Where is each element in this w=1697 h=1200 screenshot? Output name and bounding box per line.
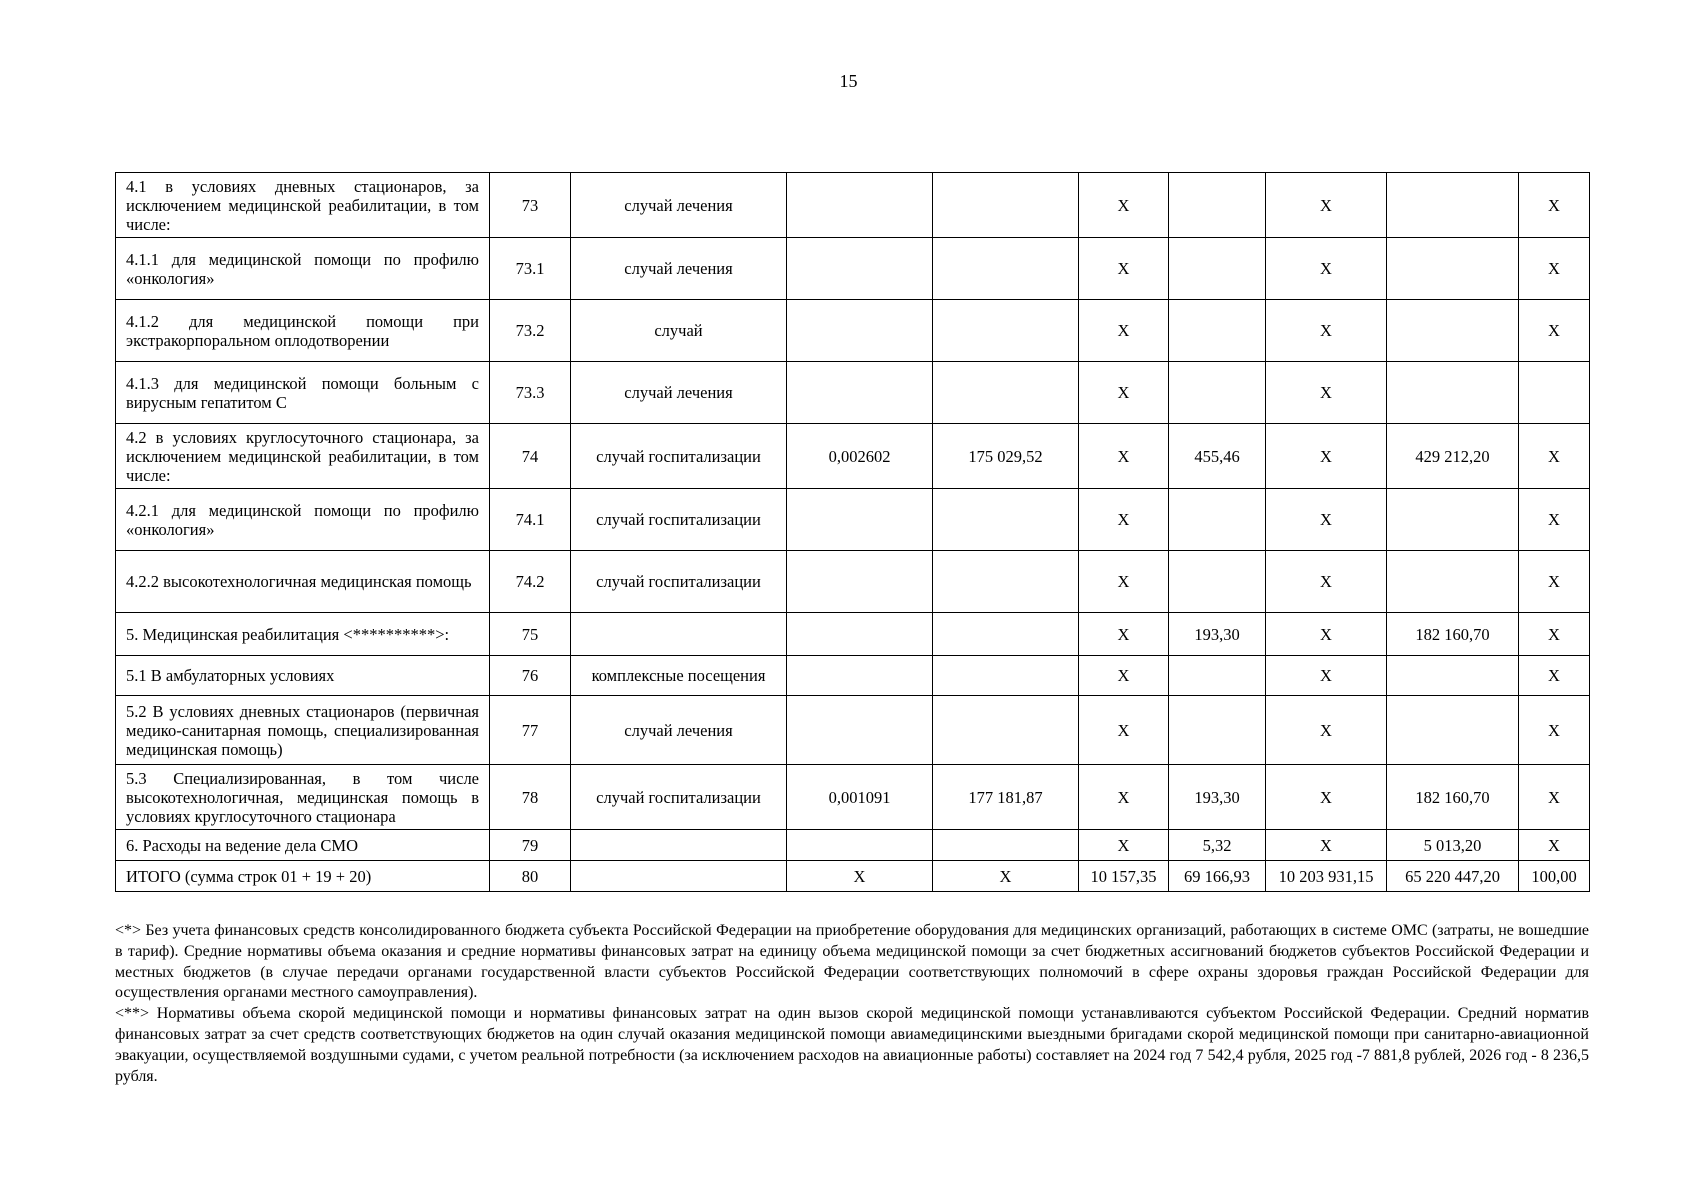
row-col4-cell: 0,001091 [787, 765, 933, 830]
row-unit-cell: случай лечения [571, 696, 787, 765]
row-col8-cell: X [1266, 765, 1387, 830]
row-col10-cell: X [1519, 173, 1590, 238]
row-col9-cell: 429 212,20 [1387, 424, 1519, 489]
table-row [116, 173, 1590, 238]
row-col9-cell: 5 013,20 [1387, 830, 1519, 861]
row-name-cell: 5.3 Специализированная, в том числе высокотехнологичная, медицинская помощь в условиях круглосуточного стационара [116, 765, 490, 830]
row-col8-cell: X [1266, 424, 1387, 489]
row-col10-cell: X [1519, 830, 1590, 861]
row-col6-cell: X [1079, 300, 1169, 362]
row-col10-cell: X [1519, 489, 1590, 551]
row-col5-cell [933, 489, 1079, 551]
row-code-cell: 78 [490, 765, 571, 830]
row-col7-cell [1169, 489, 1266, 551]
row-unit-cell [571, 830, 787, 861]
row-code-cell: 73.2 [490, 300, 571, 362]
row-name-cell: 4.1.1 для медицинской помощи по профилю «онкология» [116, 238, 490, 300]
row-col4-cell [787, 696, 933, 765]
row-col5-cell [933, 656, 1079, 696]
row-col9-cell [1387, 656, 1519, 696]
footnotes [115, 921, 1589, 1087]
row-col7-cell: 193,30 [1169, 613, 1266, 656]
row-col5-cell [933, 696, 1079, 765]
row-name-cell: 4.1 в условиях дневных стационаров, за исключением медицинской реабилитации, в том числе: [116, 173, 490, 238]
row-col9-cell [1387, 300, 1519, 362]
row-col9-cell: 182 160,70 [1387, 765, 1519, 830]
row-code-cell: 73 [490, 173, 571, 238]
row-code-cell: 77 [490, 696, 571, 765]
row-col8-cell: X [1266, 362, 1387, 424]
row-code-cell: 74.2 [490, 551, 571, 613]
row-code-cell: 73.3 [490, 362, 571, 424]
table-row [116, 613, 1590, 656]
row-code-cell: 75 [490, 613, 571, 656]
row-col5-cell [933, 551, 1079, 613]
row-col9-cell: 182 160,70 [1387, 613, 1519, 656]
row-col6-cell: X [1079, 424, 1169, 489]
row-col4-cell [787, 300, 933, 362]
table-row [116, 696, 1590, 765]
row-col10-cell: X [1519, 424, 1590, 489]
row-col4-cell [787, 830, 933, 861]
row-col5-cell: X [933, 861, 1079, 892]
row-code-cell: 80 [490, 861, 571, 892]
row-col7-cell [1169, 551, 1266, 613]
row-col5-cell [933, 300, 1079, 362]
table-row [116, 424, 1590, 489]
row-col5-cell: 175 029,52 [933, 424, 1079, 489]
row-col8-cell: X [1266, 696, 1387, 765]
row-col5-cell [933, 238, 1079, 300]
row-col6-cell: X [1079, 613, 1169, 656]
table-row [116, 362, 1590, 424]
row-col4-cell [787, 362, 933, 424]
table-row [116, 861, 1590, 892]
row-col9-cell [1387, 696, 1519, 765]
row-col4-cell: X [787, 861, 933, 892]
footnote-1: <*> Без учета финансовых средств консолидированного бюджета субъекта Российской Федерации на приобретение оборудования для медицинских организаций, работающих в системе ОМС (затраты, не вошедшие в тариф). Средние нормативы объема оказания и средние нормативы финансовых затрат на единицу объема медицинской помощи за счет бюджетных ассигнований бюджетов субъектов Российской Федерации и местных бюджетов (в случае передачи органами государственной власти субъектов Российской Федерации соответствующих полномочий в сфере охраны здоровья граждан Российской Федерации для осуществления органами местного самоуправления). [115, 922, 1589, 1002]
row-col7-cell [1169, 696, 1266, 765]
row-col7-cell: 69 166,93 [1169, 861, 1266, 892]
table-row [116, 765, 1590, 830]
table-row [116, 489, 1590, 551]
row-col9-cell [1387, 551, 1519, 613]
row-code-cell: 74 [490, 424, 571, 489]
row-col4-cell [787, 238, 933, 300]
row-name-cell: 5. Медицинская реабилитация <**********>: [116, 613, 490, 656]
table-body [116, 173, 1590, 892]
row-unit-cell: случай лечения [571, 238, 787, 300]
row-col9-cell [1387, 362, 1519, 424]
table-row [116, 238, 1590, 300]
row-name-cell: 4.1.2 для медицинской помощи при экстракорпоральном оплодотворении [116, 300, 490, 362]
row-col8-cell: X [1266, 613, 1387, 656]
row-col6-cell: 10 157,35 [1079, 861, 1169, 892]
row-col7-cell: 455,46 [1169, 424, 1266, 489]
row-col7-cell [1169, 238, 1266, 300]
row-col8-cell: X [1266, 173, 1387, 238]
row-unit-cell [571, 613, 787, 656]
row-col6-cell: X [1079, 830, 1169, 861]
row-col10-cell: 100,00 [1519, 861, 1590, 892]
row-col4-cell [787, 656, 933, 696]
row-col7-cell: 193,30 [1169, 765, 1266, 830]
row-col8-cell: X [1266, 551, 1387, 613]
row-name-cell: 4.2.1 для медицинской помощи по профилю «онкология» [116, 489, 490, 551]
row-col7-cell [1169, 656, 1266, 696]
row-col7-cell: 5,32 [1169, 830, 1266, 861]
row-unit-cell [571, 861, 787, 892]
row-code-cell: 79 [490, 830, 571, 861]
row-col9-cell [1387, 173, 1519, 238]
row-col10-cell: X [1519, 613, 1590, 656]
row-col10-cell: X [1519, 765, 1590, 830]
row-col6-cell: X [1079, 696, 1169, 765]
row-col10-cell: X [1519, 551, 1590, 613]
row-col5-cell: 177 181,87 [933, 765, 1079, 830]
row-name-cell: 4.2.2 высокотехнологичная медицинская помощь [116, 551, 490, 613]
table-row [116, 656, 1590, 696]
row-col6-cell: X [1079, 362, 1169, 424]
row-code-cell: 73.1 [490, 238, 571, 300]
row-col8-cell: 10 203 931,15 [1266, 861, 1387, 892]
row-unit-cell: случай госпитализации [571, 489, 787, 551]
row-unit-cell: случай госпитализации [571, 551, 787, 613]
row-name-cell: 6. Расходы на ведение дела СМО [116, 830, 490, 861]
row-col5-cell [933, 362, 1079, 424]
row-unit-cell: комплексные посещения [571, 656, 787, 696]
row-col5-cell [933, 613, 1079, 656]
row-code-cell: 74.1 [490, 489, 571, 551]
row-col5-cell [933, 173, 1079, 238]
row-name-cell: 4.1.3 для медицинской помощи больным с вирусным гепатитом С [116, 362, 490, 424]
row-col8-cell: X [1266, 830, 1387, 861]
row-col10-cell: X [1519, 238, 1590, 300]
row-name-cell: 5.2 В условиях дневных стационаров (первичная медико-санитарная помощь, специализированная медицинская помощь) [116, 696, 490, 765]
row-unit-cell: случай госпитализации [571, 424, 787, 489]
row-col10-cell: X [1519, 656, 1590, 696]
footnote-2: <**> Нормативы объема скорой медицинской помощи и нормативы финансовых затрат на один вызов скорой медицинской помощи устанавливаются субъектом Российской Федерации. Средний норматив финансовых затрат за счет средств соответствующих бюджетов на один случай оказания медицинской помощи авиамедицинскими выездными бригадами скорой медицинской помощи при санитарно-авиационной эвакуации, осуществляемой воздушными судами, с учетом реальной потребности (за исключением расходов на авиационные работы) составляет на 2024 год 7 542,4 рубля, 2025 год -7 881,8 рублей, 2026 год - 8 236,5 рубля. [115, 1005, 1589, 1085]
row-col6-cell: X [1079, 765, 1169, 830]
normatives-table [115, 172, 1590, 892]
row-col7-cell [1169, 362, 1266, 424]
table-row [116, 300, 1590, 362]
table-row [116, 830, 1590, 861]
row-name-cell: 4.2 в условиях круглосуточного стационара, за исключением медицинской реабилитации, в том числе: [116, 424, 490, 489]
row-col7-cell [1169, 300, 1266, 362]
row-col10-cell: X [1519, 300, 1590, 362]
row-name-cell: ИТОГО (сумма строк 01 + 19 + 20) [116, 861, 490, 892]
row-unit-cell: случай [571, 300, 787, 362]
row-col6-cell: X [1079, 656, 1169, 696]
row-col8-cell: X [1266, 489, 1387, 551]
row-unit-cell: случай госпитализации [571, 765, 787, 830]
row-col8-cell: X [1266, 300, 1387, 362]
row-col7-cell [1169, 173, 1266, 238]
row-col6-cell: X [1079, 173, 1169, 238]
row-code-cell: 76 [490, 656, 571, 696]
row-col4-cell [787, 489, 933, 551]
row-col4-cell [787, 173, 933, 238]
row-col4-cell [787, 551, 933, 613]
row-unit-cell: случай лечения [571, 173, 787, 238]
row-col4-cell: 0,002602 [787, 424, 933, 489]
row-col10-cell: X [1519, 696, 1590, 765]
row-col9-cell [1387, 489, 1519, 551]
row-col6-cell: X [1079, 489, 1169, 551]
row-col9-cell: 65 220 447,20 [1387, 861, 1519, 892]
table-row [116, 551, 1590, 613]
row-name-cell: 5.1 В амбулаторных условиях [116, 656, 490, 696]
row-col8-cell: X [1266, 656, 1387, 696]
row-col8-cell: X [1266, 238, 1387, 300]
row-col9-cell [1387, 238, 1519, 300]
page-number: 15 [839, 71, 858, 91]
row-col4-cell [787, 613, 933, 656]
row-col10-cell [1519, 362, 1590, 424]
row-unit-cell: случай лечения [571, 362, 787, 424]
row-col6-cell: X [1079, 551, 1169, 613]
row-col5-cell [933, 830, 1079, 861]
row-col6-cell: X [1079, 238, 1169, 300]
